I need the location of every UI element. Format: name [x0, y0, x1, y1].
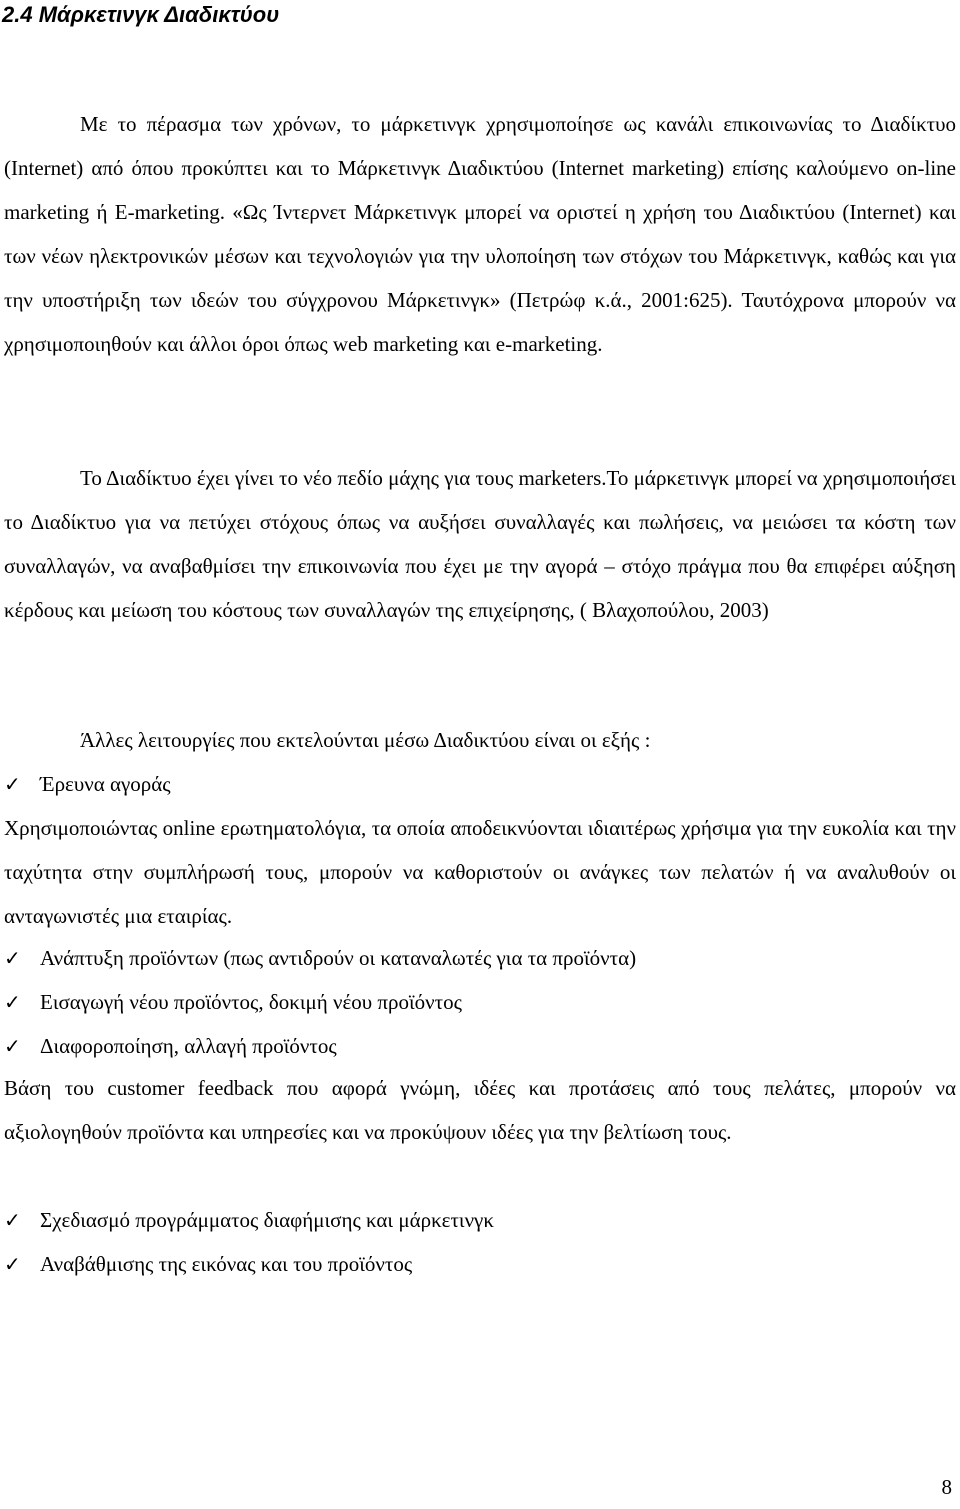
page-number: 8 — [941, 1475, 952, 1499]
list-item-new-product — [4, 980, 462, 1024]
paragraph-internet-battlefield: Το Διαδίκτυο έχει γίνει το νέο πεδίο μάχης για τους marketers.Το μάρκετινγκ μπορεί να χρησιμοποιήσει το Διαδίκτυο για να πετύχει στόχους όπως να αυξήσει συναλλαγές και πωλήσεις, να μειώσει τα κόστη των συναλλαγών, να αναβαθμίσει την επικοινωνία που έχει με την αγορά – στόχο πράγμα που θα επιφέρει αύξηση κέρδους και μείωση του κόστους των συναλλαγών της επιχείρησης, ( Βλαχοπούλου, 2003) — [4, 466, 956, 622]
list-item-differentiation — [4, 1024, 337, 1068]
list-item-label: Έρευνα αγοράς — [40, 772, 171, 796]
section-heading: 2.4 Μάρκετινγκ Διαδικτύου — [2, 2, 280, 27]
checkmark-icon: ✓ — [4, 1208, 21, 1232]
list-item-market-research — [4, 762, 171, 806]
paragraph-customer-feedback: Βάση του customer feedback που αφορά γνώμη, ιδέες και προτάσεις από τους πελάτες, μπορούν να αξιολογηθούν προϊόντα και υπηρεσίες και να προκύψουν ιδέες για την βελτίωση τους. — [4, 1076, 956, 1144]
checkmark-icon: ✓ — [4, 1252, 21, 1276]
list-item-label: Εισαγωγή νέου προϊόντος, δοκιμή νέου προϊόντος — [40, 990, 462, 1014]
list-item-label: Ανάπτυξη προϊόντων (πως αντιδρούν οι καταναλωτές για τα προϊόντα) — [40, 946, 637, 970]
checkmark-icon: ✓ — [4, 946, 21, 970]
list-item-label: Αναβάθμισης της εικόνας και του προϊόντος — [40, 1252, 413, 1276]
list-item-advertising-plan — [4, 1198, 494, 1242]
list-item-label: Σχεδιασμό προγράμματος διαφήμισης και μάρκετινγκ — [40, 1208, 494, 1232]
paragraph-online-questionnaires: Χρησιμοποιώντας online ερωτηματολόγια, τα οποία αποδεικνύονται ιδιαιτέρως χρήσιμα για την ευκολία και την ταχύτητα στην συμπλήρωσή τους, μπορούν να καθοριστούν οι ανάγκες των πελατών ή να αναλυθούν οι ανταγωνιστές μια εταιρίας. — [4, 816, 956, 928]
functions-intro-line: Άλλες λειτουργίες που εκτελούνται μέσω Διαδικτύου είναι οι εξής : — [80, 728, 651, 752]
list-item-image-upgrade — [4, 1242, 412, 1286]
list-item-label: Διαφοροποίηση, αλλαγή προϊόντος — [40, 1034, 337, 1058]
list-item-product-development — [4, 936, 636, 980]
checkmark-icon: ✓ — [4, 990, 21, 1014]
checkmark-icon: ✓ — [4, 772, 21, 796]
checkmark-icon: ✓ — [4, 1034, 21, 1058]
paragraph-internet-marketing-definition: Με το πέρασμα των χρόνων, το μάρκετινγκ χρησιμοποίησε ως κανάλι επικοινωνίας το Διαδίκτυο (Internet) από όπου προκύπτει και το Μάρκετινγκ Διαδικτύου (Internet marketing) επίσης καλούμενο on-line marketing ή E-marketing. «Ως Ίντερνετ Μάρκετινγκ μπορεί να οριστεί η χρήση του Διαδικτύου (Internet) και των νέων ηλεκτρονικών μέσων και τεχνολογιών για την υλοποίηση των στόχων του Μάρκετινγκ, καθώς και για την υποστήριξη των ιδεών του σύγχρονου Μάρκετινγκ» (Πετρώφ κ.ά., 2001:625). Ταυτόχρονα μπορούν να χρησιμοποιηθούν και άλλοι όροι όπως web marketing και e-marketing. — [4, 112, 956, 356]
